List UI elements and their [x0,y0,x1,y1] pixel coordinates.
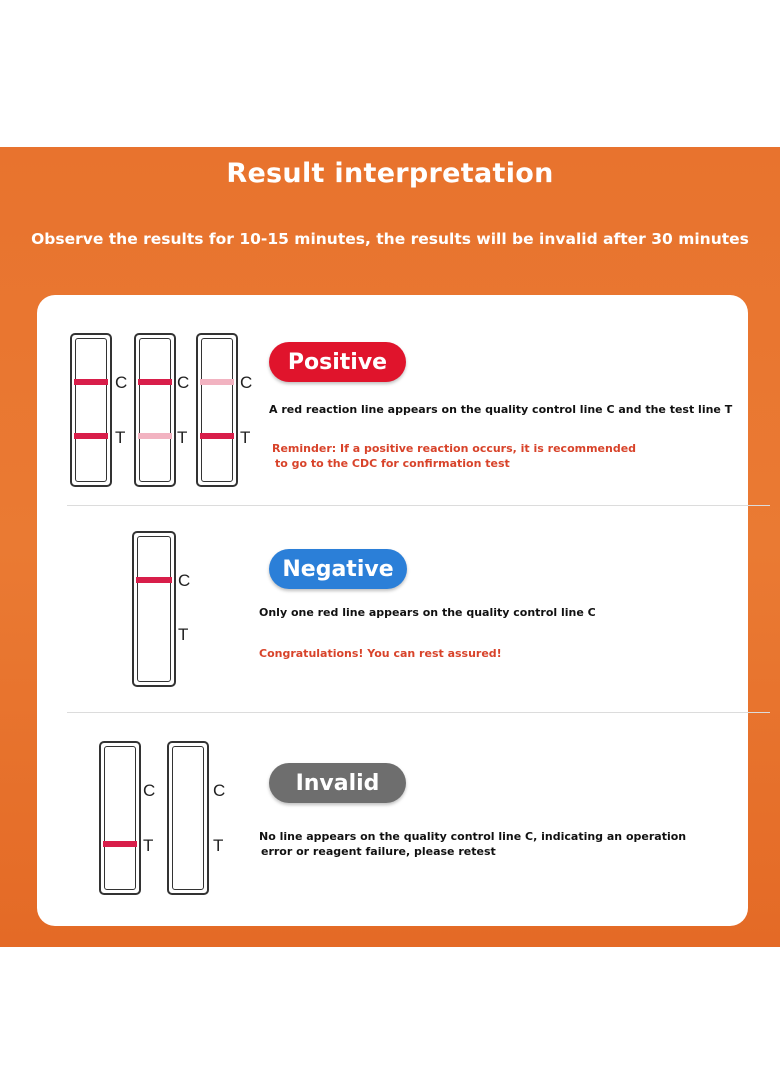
test-strip-negative [132,531,176,687]
c-marker: C [178,571,191,590]
t-marker: T [177,428,188,447]
invalid-description-line1: No line appears on the quality control line C, indicating an operation [259,830,687,843]
control-line [200,379,234,385]
test-line [74,433,108,439]
test-line [138,433,172,439]
test-line [103,841,137,847]
t-marker: T [213,836,224,855]
t-marker: T [178,625,189,644]
t-marker: T [115,428,126,447]
negative-description: Only one red line appears on the quality control line C [259,606,596,619]
c-marker: C [115,373,128,392]
invalid-badge: Invalid [269,763,406,803]
test-line [200,433,234,439]
control-line [74,379,108,385]
page-title: Result interpretation [226,158,554,189]
positive-reminder-line2: to go to the CDC for confirmation test [275,457,510,470]
invalid-description-line2: error or reagent failure, please retest [261,845,496,858]
test-strip-invalid-2 [167,741,209,895]
t-marker: T [240,428,251,447]
c-marker: C [213,781,226,800]
positive-reminder-line1: Reminder: If a positive reaction occurs, it is recommended [272,442,637,455]
page-subtitle: Observe the results for 10-15 minutes, the results will be invalid after 30 minutes [31,230,749,248]
results-card [37,295,748,926]
c-marker: C [240,373,253,392]
test-strip-positive-2 [134,333,176,487]
section-divider [67,505,770,506]
test-strip-invalid-1 [99,741,141,895]
test-strip-positive-1 [70,333,112,487]
t-marker: T [143,836,154,855]
section-divider [67,712,770,713]
c-marker: C [143,781,156,800]
positive-badge: Positive [269,342,406,382]
control-line [138,379,172,385]
test-strip-positive-3 [196,333,238,487]
negative-badge: Negative [269,549,407,589]
c-marker: C [177,373,190,392]
positive-description: A red reaction line appears on the quality control line C and the test line T [269,403,733,416]
negative-note: Congratulations! You can rest assured! [259,647,502,660]
control-line [136,577,172,583]
